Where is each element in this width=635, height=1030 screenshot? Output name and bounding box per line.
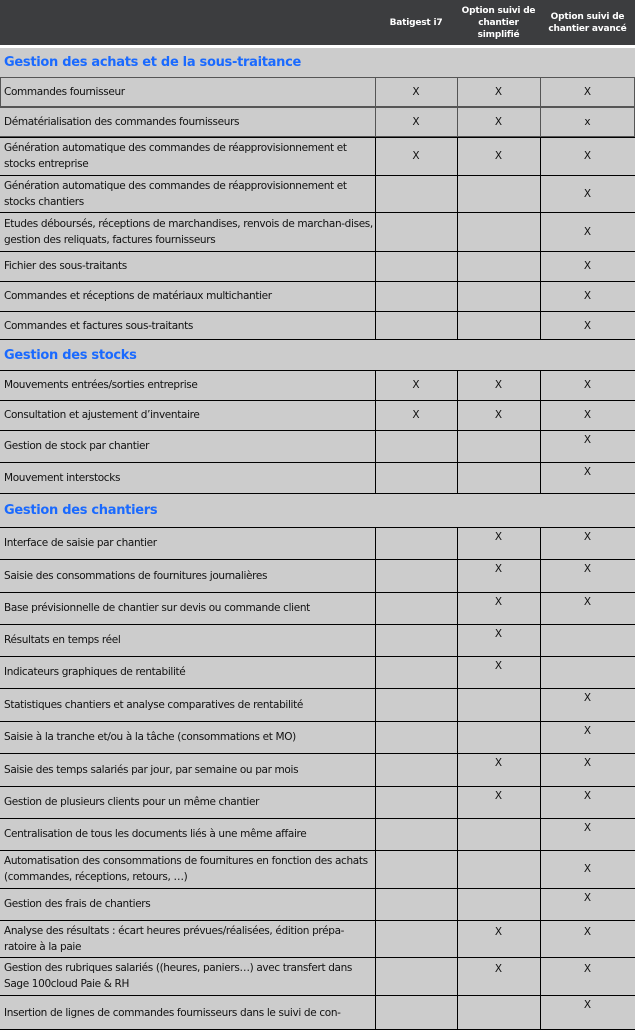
table-row — [0, 688, 635, 721]
simplifie-cell: X — [494, 628, 503, 640]
table-row — [0, 137, 635, 175]
avance-cell: X — [583, 563, 592, 575]
feature-label: Base prévisionnelle de chantier sur devis ou commande client — [4, 602, 310, 614]
table-row — [0, 527, 635, 559]
simplifie-cell: X — [494, 379, 503, 391]
feature-label: Automatisation des consommations de fournitures en fonction des achats (commandes, réceptions, retours, …) — [4, 855, 368, 883]
table-row — [0, 370, 635, 400]
simplifie-cell — [457, 311, 540, 340]
table-row — [0, 175, 635, 212]
table-row — [0, 212, 635, 251]
table-row — [0, 753, 635, 786]
table-row — [0, 850, 635, 888]
simplifie-cell: X — [494, 563, 503, 575]
simplifie-cell: X — [494, 926, 503, 938]
feature-label: Fichier des sous-traitants — [4, 260, 127, 272]
table-row — [0, 995, 635, 1030]
feature-label: Mouvement interstocks — [4, 472, 121, 484]
avance-cell — [540, 656, 635, 688]
batigest-cell — [375, 251, 457, 281]
avance-cell: X — [583, 319, 592, 332]
feature-label: Indicateurs graphiques de rentabilité — [4, 666, 186, 678]
batigest-cell: X — [412, 409, 420, 421]
table-row — [0, 281, 635, 311]
feature-label: Génération automatique des commandes de réapprovisionnement et stocks chantiers — [4, 179, 347, 208]
feature-label: Génération automatique des commandes de réapprovisionnement et stocks entreprise — [4, 142, 347, 170]
table-row — [0, 251, 635, 281]
header-option-simplifie-line2: chantier simplifié — [477, 17, 520, 40]
avance-cell: X — [583, 692, 592, 704]
feature-table — [0, 48, 635, 1030]
batigest-cell — [375, 656, 457, 688]
table-row — [0, 311, 635, 340]
batigest-cell — [375, 175, 457, 212]
avance-cell: x — [584, 116, 591, 128]
avance-cell: X — [583, 187, 592, 200]
simplifie-cell — [457, 281, 540, 311]
feature-label: Saisie à la tranche et/ou à la tâche (consommations et MO) — [4, 731, 296, 743]
feature-label: Analyse des résultats : écart heures prévues/réalisées, édition prépa-ratoire à la paie — [4, 924, 345, 953]
feature-label: Résultats en temps réel — [4, 634, 121, 646]
avance-cell: X — [583, 822, 592, 834]
avance-cell: X — [583, 434, 592, 446]
simplifie-cell — [457, 888, 540, 920]
batigest-cell — [375, 212, 457, 251]
table-row — [0, 957, 635, 995]
table-row — [0, 920, 635, 957]
avance-cell: X — [583, 725, 592, 737]
feature-label: Gestion des rubriques salariés ((heures, paniers…) avec transfert dans Sage 100cloud Paie & RH — [4, 962, 353, 990]
avance-cell: X — [583, 531, 592, 543]
header-batigest: Batigest i7 — [389, 17, 443, 28]
table-row — [0, 462, 635, 494]
header-option-simplifie-line1: Option suivi de — [461, 5, 536, 16]
avance-cell: X — [583, 290, 592, 302]
avance-cell: X — [583, 926, 592, 938]
simplifie-cell — [457, 688, 540, 721]
simplifie-cell — [457, 430, 540, 462]
table-row — [0, 77, 635, 107]
batigest-cell — [375, 462, 457, 494]
table-row — [0, 786, 635, 818]
feature-label: Statistiques chantiers et analyse comparatives de rentabilité — [4, 698, 303, 711]
avance-cell: X — [583, 466, 592, 478]
section-title: Gestion des achats et de la sous-traitance — [4, 55, 302, 70]
avance-cell: X — [583, 863, 592, 875]
feature-label: Saisie des consommations de fournitures journalières — [4, 569, 268, 582]
simplifie-cell — [457, 462, 540, 494]
feature-label: Etudes déboursés, réceptions de marchandises, renvois de marchan-dises, gestion des reliquats, factures fournisseurs — [4, 217, 373, 246]
batigest-cell — [375, 281, 457, 311]
avance-cell: X — [583, 999, 592, 1011]
simplifie-cell — [457, 850, 540, 888]
feature-label: Consultation et ajustement d’inventaire — [4, 409, 200, 421]
simplifie-cell: X — [494, 86, 503, 98]
simplifie-cell — [457, 175, 540, 212]
table-row — [0, 592, 635, 624]
table-row — [0, 107, 635, 137]
header-option-avance — [540, 0, 635, 45]
feature-label: Saisie des temps salariés par jour, par semaine ou par mois — [4, 763, 299, 776]
avance-cell: X — [583, 963, 592, 975]
feature-label: Insertion de lignes de commandes fournisseurs dans le suivi de con- — [4, 1006, 341, 1019]
batigest-cell — [375, 753, 457, 786]
table-row — [0, 888, 635, 920]
table-row — [0, 818, 635, 850]
simplifie-cell: X — [494, 409, 503, 421]
simplifie-cell: X — [494, 150, 503, 162]
batigest-cell — [375, 850, 457, 888]
feature-label: Gestion de stock par chantier — [4, 440, 150, 452]
header-option-avance-line2: chantier avancé — [548, 23, 627, 34]
batigest-cell — [375, 920, 457, 957]
table-row — [0, 430, 635, 462]
simplifie-cell: X — [494, 596, 503, 608]
batigest-cell — [375, 786, 457, 818]
table-header — [0, 0, 635, 45]
header-option-simplifie — [457, 0, 540, 45]
feature-label: Commandes fournisseur — [4, 86, 125, 98]
batigest-cell — [375, 957, 457, 995]
simplifie-cell — [457, 721, 540, 753]
avance-cell: X — [583, 379, 592, 391]
simplifie-cell — [457, 818, 540, 850]
simplifie-cell: X — [494, 660, 503, 672]
feature-label: Gestion de plusieurs clients pour un même chantier — [4, 796, 260, 808]
feature-label: Dématérialisation des commandes fournisseurs — [4, 116, 240, 128]
batigest-cell — [375, 430, 457, 462]
table-row — [0, 400, 635, 430]
batigest-cell: X — [412, 86, 420, 98]
section-title: Gestion des chantiers — [4, 503, 158, 518]
avance-cell: X — [583, 892, 592, 904]
batigest-cell — [375, 527, 457, 559]
feature-label: Centralisation de tous les documents liés à une même affaire — [4, 828, 307, 840]
batigest-cell: X — [412, 379, 420, 391]
batigest-cell: X — [412, 150, 420, 162]
table-row — [0, 656, 635, 688]
batigest-cell — [375, 721, 457, 753]
feature-label: Gestion des frais de chantiers — [4, 898, 151, 910]
batigest-cell: X — [412, 116, 420, 128]
avance-cell: X — [583, 260, 592, 272]
simplifie-cell — [457, 212, 540, 251]
avance-cell: X — [583, 150, 592, 162]
simplifie-cell — [457, 995, 540, 1030]
header-option-avance-line1: Option suivi de — [550, 11, 625, 22]
feature-label: Commandes et réceptions de matériaux multichantier — [4, 290, 272, 302]
avance-cell: X — [583, 757, 592, 769]
table-row — [0, 624, 635, 656]
batigest-cell — [375, 592, 457, 624]
simplifie-cell: X — [494, 757, 503, 769]
batigest-cell — [375, 995, 457, 1030]
batigest-cell — [375, 818, 457, 850]
table-row — [0, 721, 635, 753]
table-row — [0, 559, 635, 592]
simplifie-cell: X — [494, 116, 503, 128]
section-title: Gestion des stocks — [4, 347, 137, 363]
batigest-cell — [375, 624, 457, 656]
feature-label: Mouvements entrées/sorties entreprise — [4, 379, 198, 391]
avance-cell: X — [583, 790, 592, 802]
simplifie-cell: X — [494, 963, 503, 975]
avance-cell — [540, 624, 635, 656]
simplifie-cell: X — [494, 790, 503, 802]
feature-label: Interface de saisie par chantier — [4, 537, 157, 549]
avance-cell: X — [583, 409, 592, 421]
batigest-cell — [375, 559, 457, 592]
avance-cell: X — [583, 225, 592, 238]
feature-label: Commandes et factures sous-traitants — [4, 319, 193, 332]
avance-cell: X — [583, 596, 592, 608]
avance-cell: X — [583, 86, 592, 98]
batigest-cell — [375, 888, 457, 920]
simplifie-cell: X — [494, 531, 503, 543]
batigest-cell — [375, 311, 457, 340]
batigest-cell — [375, 688, 457, 721]
simplifie-cell — [457, 251, 540, 281]
